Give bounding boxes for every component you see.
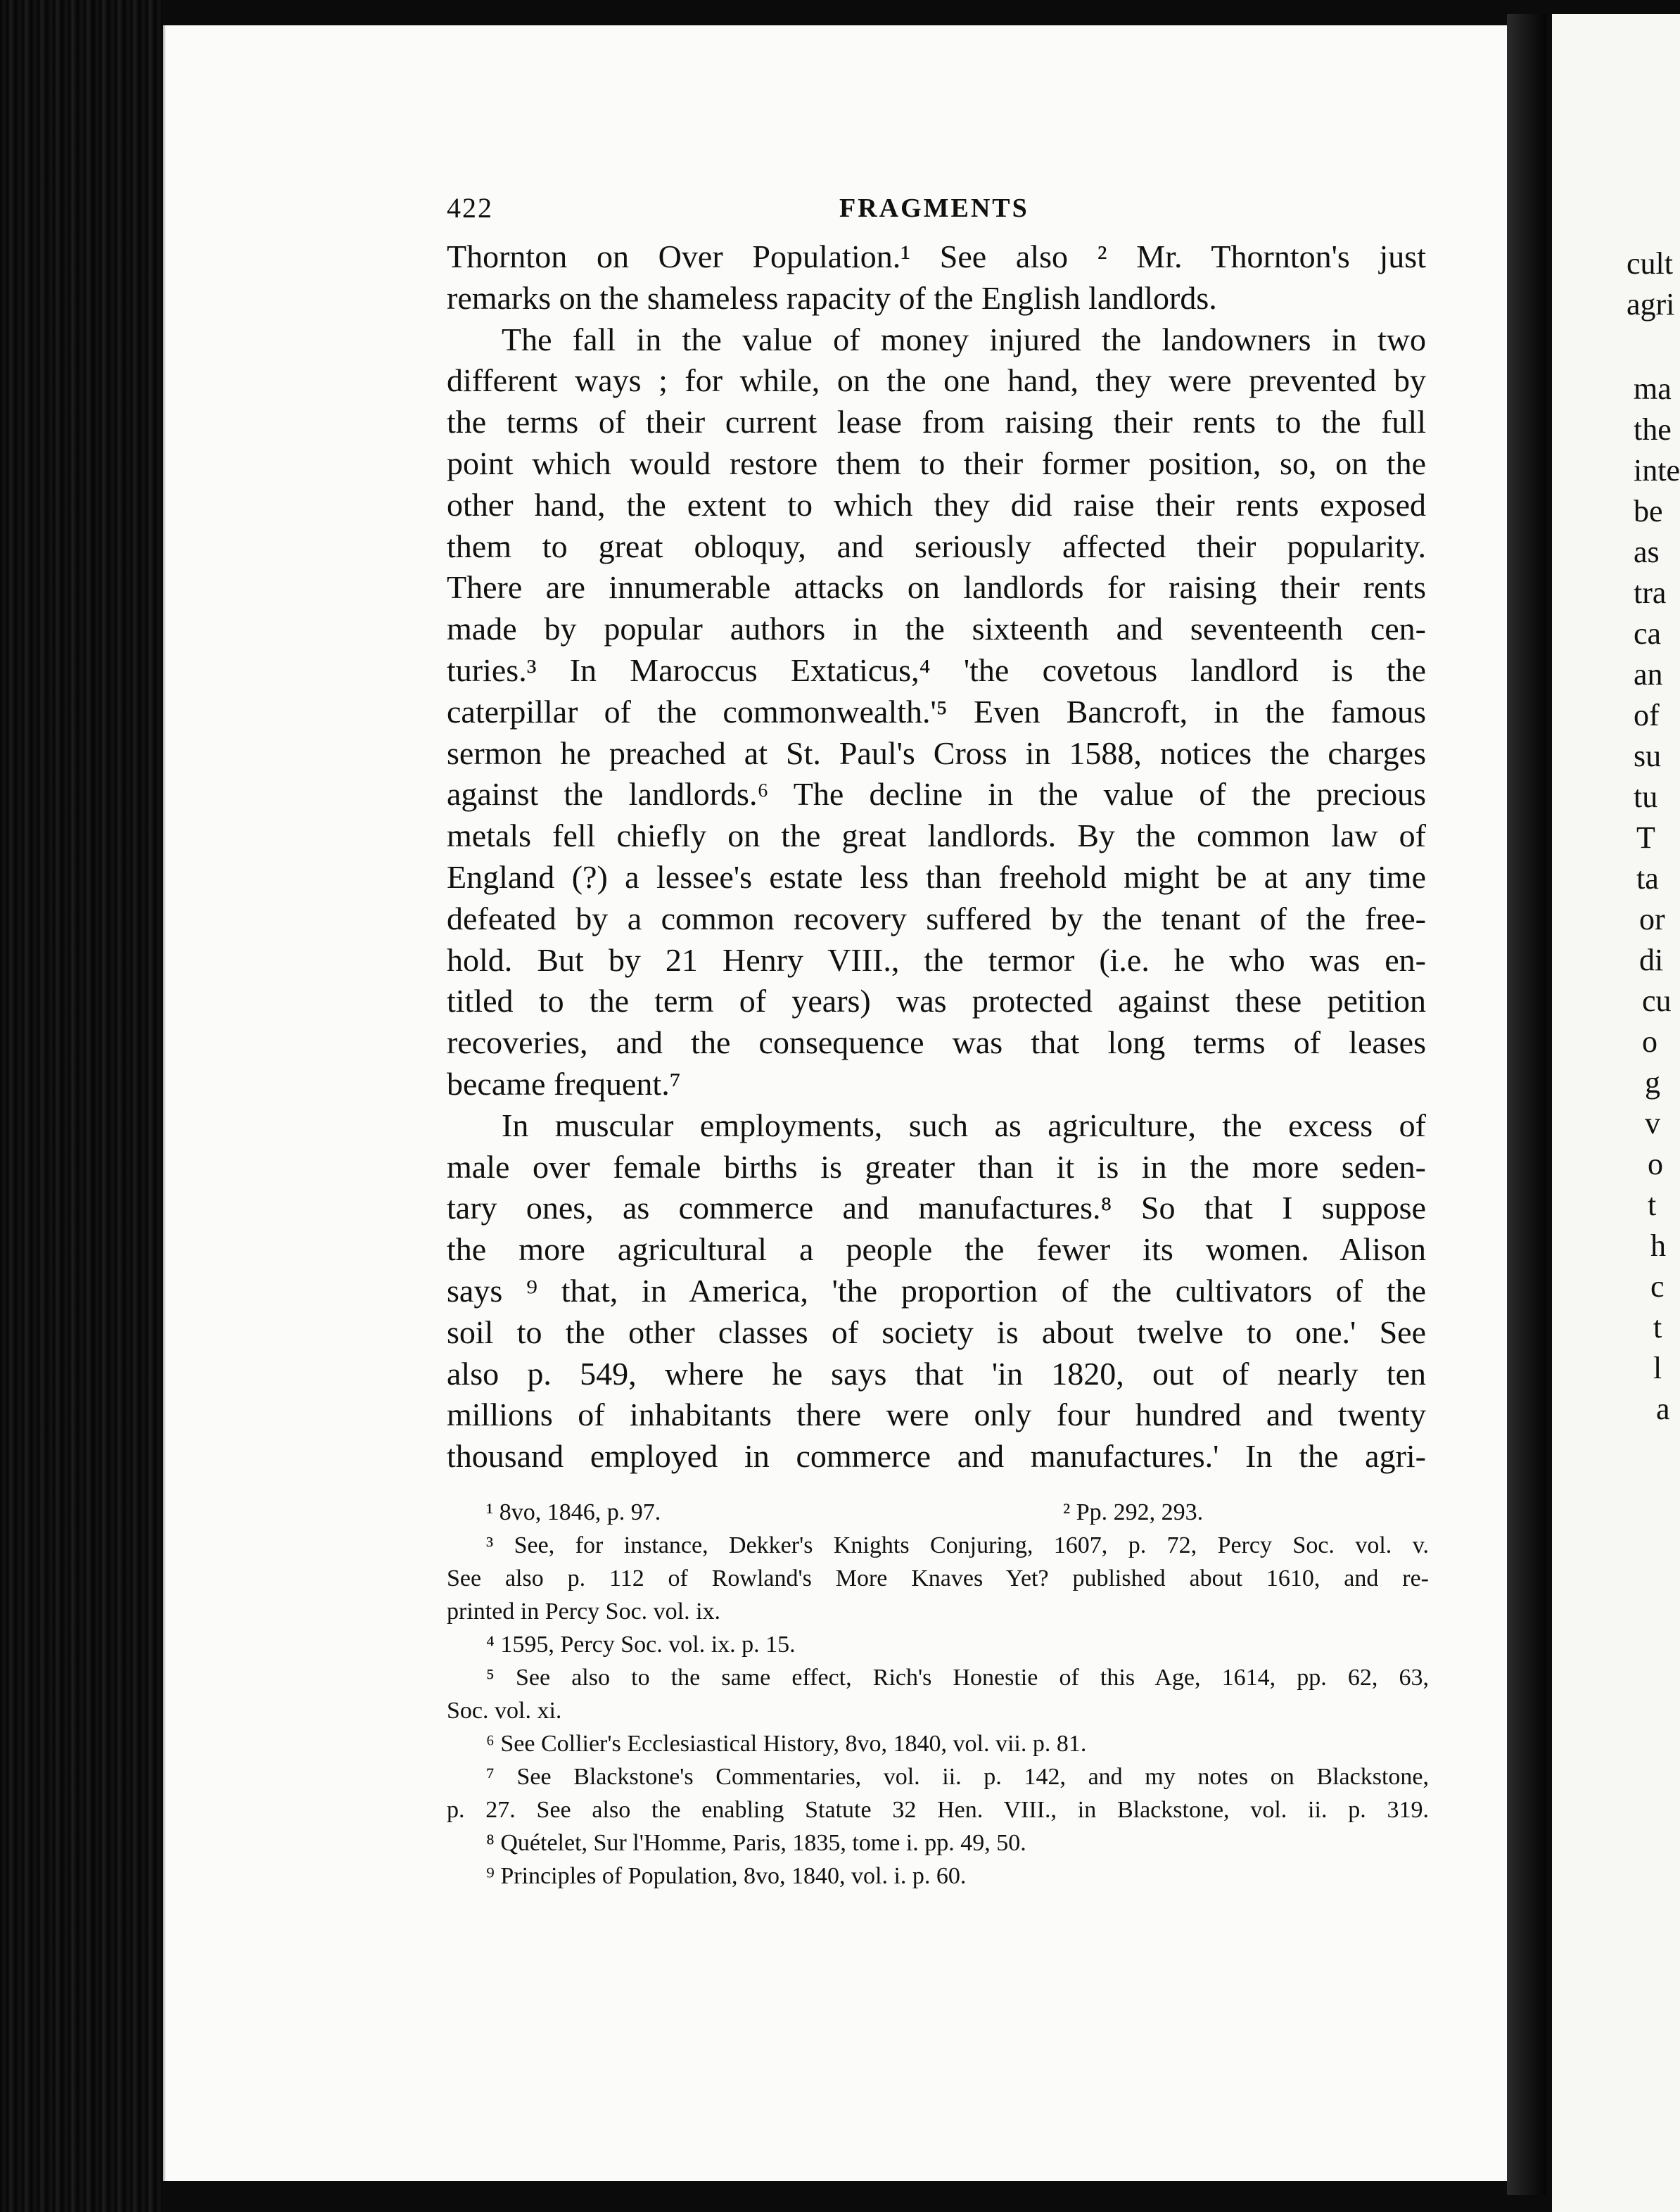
text-line: other hand, the extent to which they did raise their rents exposed: [447, 486, 1426, 523]
text-line: the terms of their current lease from raising their rents to the full: [447, 404, 1426, 440]
adjacent-text: o: [1648, 1147, 1663, 1181]
text-line: male over female births is greater than it is in the more seden-: [447, 1148, 1426, 1185]
text-line: turies.³ In Maroccus Extaticus,⁴ 'the covetous landlord is the: [447, 651, 1426, 688]
footnote-line: ⁸ Quételet, Sur l'Homme, Paris, 1835, tome i. pp. 49, 50.: [486, 1830, 1026, 1856]
text-line: the more agricultural a people the fewer its women. Alison: [447, 1231, 1426, 1268]
text-line: thousand employed in commerce and manufactures.' In the agri-: [447, 1438, 1426, 1475]
text-line: The fall in the value of money injured the landowners in two: [502, 321, 1426, 357]
text-line: point which would restore them to their former position, so, on the: [447, 445, 1426, 481]
page-number: 422: [447, 192, 493, 224]
text-line: England (?) a lessee's estate less than freehold might be at any time: [447, 858, 1426, 895]
text-line: them to great obloquy, and seriously affected their popularity.: [447, 528, 1426, 564]
page-gutter-shadow: [1507, 14, 1546, 2195]
text-line: different ways ; for while, on the one hand, they were prevented by: [447, 362, 1426, 399]
adjacent-text: ma: [1634, 371, 1672, 406]
text-line: also p. 549, where he says that 'in 1820, out of nearly ten: [447, 1355, 1426, 1392]
text-line: tary ones, as commerce and manufactures.⁸ So that I suppose: [447, 1190, 1426, 1226]
text-line: In muscular employments, such as agriculture, the excess of: [502, 1107, 1426, 1143]
adjacent-text: c: [1650, 1269, 1665, 1304]
text-line: caterpillar of the commonwealth.'⁵ Even Bancroft, in the famous: [447, 693, 1426, 730]
adjacent-text: cult: [1627, 246, 1673, 281]
footnote-line: p. 27. See also the enabling Statute 32 Hen. VIII., in Blackstone, vol. ii. p. 319.: [447, 1797, 1429, 1823]
book-binding: [0, 0, 163, 2212]
footnote-1: ¹ 8vo, 1846, p. 97.: [486, 1499, 661, 1525]
text-line: made by popular authors in the sixteenth and seventeenth cen-: [447, 611, 1426, 647]
footnote-line: printed in Percy Soc. vol. ix.: [447, 1598, 721, 1625]
adjacent-text: an: [1634, 657, 1663, 692]
text-line: hold. But by 21 Henry VIII., the termor (i.e. he who was en-: [447, 941, 1426, 978]
footnote-line: ⁶ See Collier's Ecclesiastical History, 8vo, 1840, vol. vii. p. 81.: [486, 1731, 1087, 1757]
adjacent-text: t: [1653, 1310, 1662, 1345]
text-line: says ⁹ that, in America, 'the proportion of the cultivators of the: [447, 1272, 1426, 1309]
text-line: millions of inhabitants there were only four hundred and twenty: [447, 1397, 1426, 1433]
text-line: Thornton on Over Population.¹ See also ² Mr. Thornton's just: [447, 239, 1426, 274]
adjacent-text: inte: [1634, 453, 1680, 488]
footnotes: [447, 1496, 1429, 1893]
adjacent-text: as: [1634, 535, 1660, 569]
text-line: soil to the other classes of society is about twelve to one.' See: [447, 1314, 1426, 1350]
adjacent-text: l: [1653, 1351, 1662, 1385]
text-line: defeated by a common recovery suffered by the tenant of the free-: [447, 900, 1426, 936]
text-line: became frequent.⁷: [447, 1065, 681, 1102]
adjacent-text: su: [1634, 739, 1662, 773]
text-line: metals fell chiefly on the great landlords. By the common law of: [447, 818, 1426, 854]
adjacent-page-edge: [1552, 14, 1680, 2212]
footnote-line: ⁴ 1595, Percy Soc. vol. ix. p. 15.: [486, 1632, 796, 1658]
adjacent-text: ca: [1634, 616, 1662, 651]
footnote-line: ⁹ Principles of Population, 8vo, 1840, vol. i. p. 60.: [486, 1863, 967, 1889]
adjacent-text: o: [1642, 1024, 1657, 1059]
body-text: [447, 236, 1426, 1477]
adjacent-text: or: [1639, 902, 1665, 936]
text-line: There are innumerable attacks on landlords for raising their rents: [447, 569, 1426, 606]
adjacent-text: di: [1639, 943, 1664, 977]
footnote-pair: [447, 1496, 1429, 1529]
adjacent-text: v: [1645, 1106, 1660, 1140]
text-line: titled to the term of years) was protected against these petition: [447, 983, 1426, 1019]
footnote-line: See also p. 112 of Rowland's More Knaves Yet? published about 1610, and re-: [447, 1565, 1429, 1591]
adjacent-text: tu: [1634, 780, 1658, 814]
adjacent-text: t: [1648, 1188, 1657, 1222]
text-line: sermon he preached at St. Paul's Cross in 1588, notices the charges: [447, 735, 1426, 771]
adjacent-text: T: [1636, 820, 1655, 855]
adjacent-text: cu: [1642, 984, 1672, 1018]
footnote-2: ² Pp. 292, 293.: [1063, 1499, 1204, 1525]
text-line: remarks on the shameless rapacity of the English landlords.: [447, 279, 1217, 316]
text-line: against the landlords.⁶ The decline in the value of the precious: [447, 776, 1426, 813]
book-page: [163, 25, 1516, 2181]
footnote-line: Soc. vol. xi.: [447, 1698, 562, 1724]
adjacent-text: the: [1634, 412, 1672, 447]
footnote-line: ³ See, for instance, Dekker's Knights Conjuring, 1607, p. 72, Percy Soc. vol. v.: [486, 1532, 1429, 1558]
adjacent-text: a: [1656, 1392, 1670, 1426]
running-title: FRAGMENTS: [839, 193, 1029, 223]
footnote-line: ⁵ See also to the same effect, Rich's Honestie of this Age, 1614, pp. 62, 63,: [486, 1665, 1429, 1691]
adjacent-text: agri: [1627, 287, 1675, 322]
adjacent-text: of: [1634, 698, 1660, 732]
footnote-line: ⁷ See Blackstone's Commentaries, vol. ii. p. 142, and my notes on Blackstone,: [486, 1764, 1429, 1790]
text-line: recoveries, and the consequence was that long terms of leases: [447, 1024, 1426, 1061]
adjacent-text: g: [1645, 1065, 1660, 1100]
adjacent-text: be: [1634, 494, 1663, 528]
adjacent-text: h: [1650, 1228, 1666, 1263]
adjacent-text: ta: [1636, 861, 1659, 896]
adjacent-text: tra: [1634, 576, 1667, 610]
